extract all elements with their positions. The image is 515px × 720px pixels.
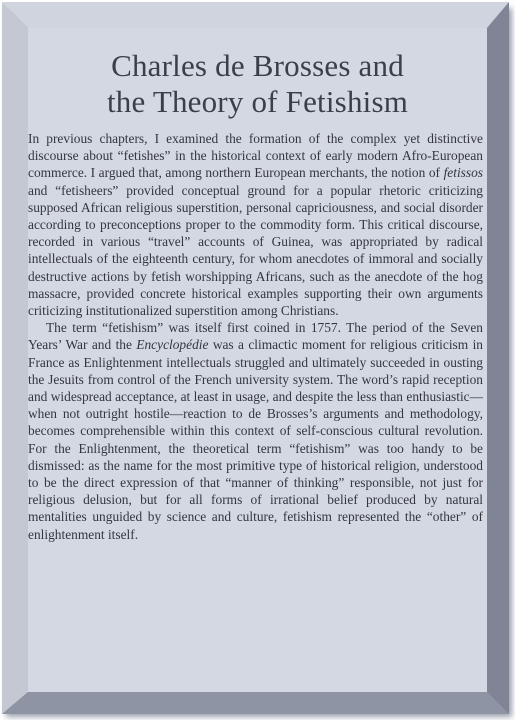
text-run: In previous chapters, I examined the formation of the complex yet distinctive discourse about “fetishes” in the historical context of early modern Afro-European commerce. I argued that, among northern European merchants, the notion of	[28, 131, 483, 181]
chapter-title	[28, 48, 487, 120]
italic-term: fetissos	[443, 165, 483, 181]
paragraph-2	[28, 319, 483, 543]
chapter-title-line-1: Charles de Brosses and	[111, 48, 404, 83]
chapter-title-line-2: the Theory of Fetishism	[106, 84, 409, 119]
body-text	[28, 130, 483, 543]
text-run: was a climactic moment for religious criticism in France as Enlightenment intellectuals struggled and ultimately succeeded in ousting the Jesuits from control of the French university system. The word’s rapid reception and widespread acceptance, at least in usage, and despite the less than enthusiastic—when not outright hostile—reaction to de Brosses’s arguments and methodology, becomes comprehensible within this context of self-conscious cultural revolution. For the Enlightenment, the theoretical term “fetishism” was too handy to be dismissed: as the name for the most primitive type of historical religion, understood to be the direct expression of that “manner of thinking” responsible, not just for religious delusion, but for all forms of irrational belief produced by natural mentalities unguided by science and culture, fetishism represented the “other” of enlightenment itself.	[28, 337, 483, 542]
document-page	[28, 28, 487, 692]
text-run: and “fetisheers” provided conceptual ground for a popular rhetoric criticizing supposed African religious superstition, personal capriciousness, and social disorder according to preconceptions proper to the commodity form. This critical discourse, recorded in various “travel” accounts of Guinea, was appropriated by radical intellectuals of the eighteenth century, for whom anecdotes of immoral and socially destructive actions by fetish worshipping Africans, such as the anecdote of the hog massacre, provided concrete historical examples supporting their own arguments criticizing institutionalized superstition among Christians.	[28, 182, 483, 319]
paragraph-1	[28, 130, 483, 319]
text-run: The term “fetishism” was itself first coined in 1757. The period of the Seven Years’ War and the	[28, 320, 483, 353]
italic-title: Encyclopédie	[136, 337, 209, 353]
